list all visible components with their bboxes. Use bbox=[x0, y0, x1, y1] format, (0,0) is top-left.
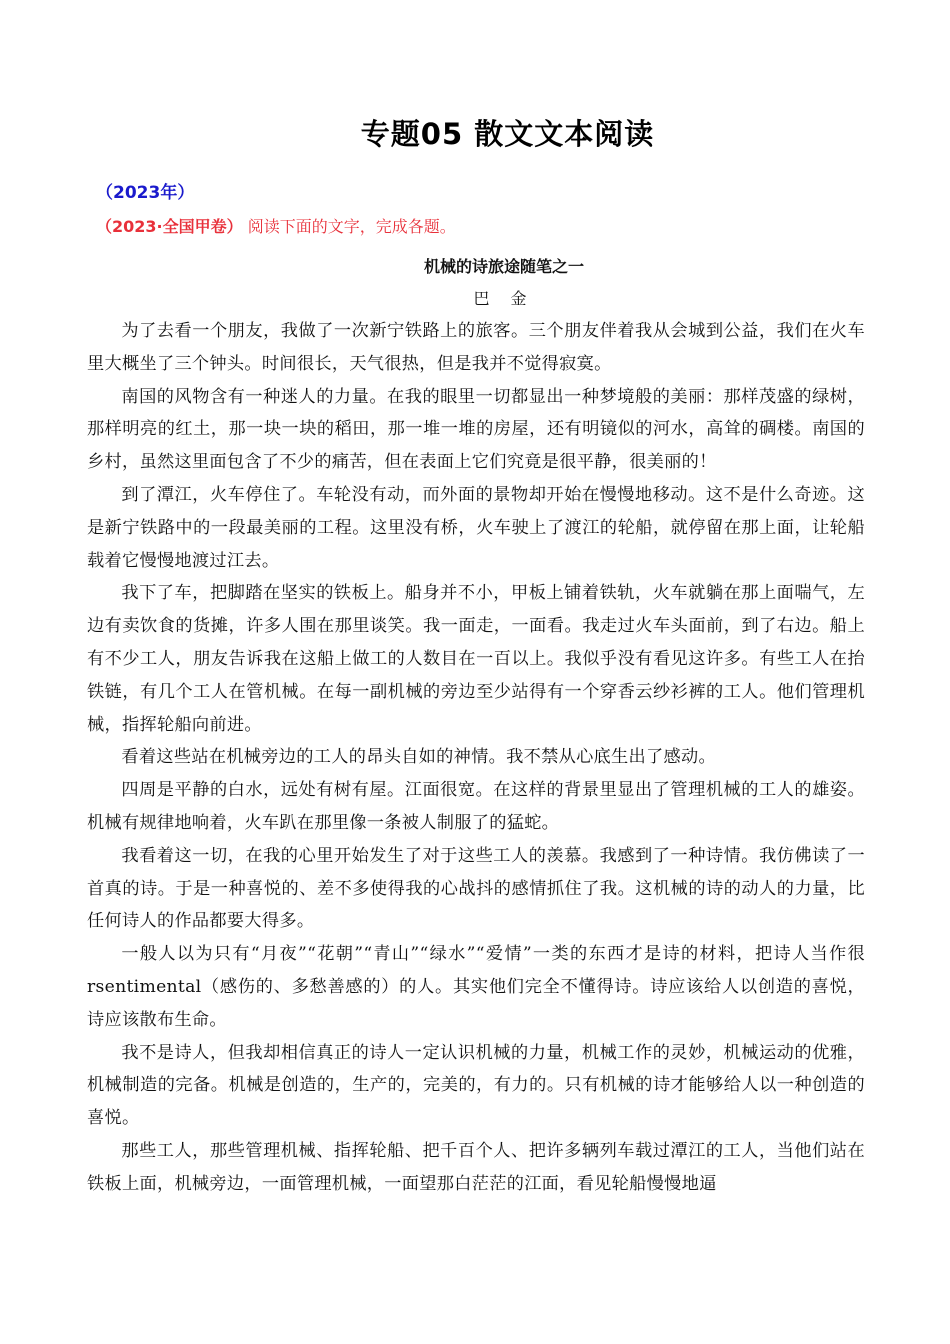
paragraph: 我下了车，把脚踏在坚实的铁板上。船身并不小，甲板上铺着铁轨，火车就躺在那上面喘气，左边有卖饮食的货摊，许多人围在那里谈笑。我一面走，一面看。我走过火车头面前，到了右边。船上有不少工人，朋友告诉我在这船上做工的人数目在一百以上。我似乎没有看见这许多。有些工人在抬铁链，有几个工人在管机械。在每一副机械的旁边至少站得有一个穿香云纱衫裤的工人。他们管理机械，指挥轮船向前进。 bbox=[87, 583, 865, 735]
paragraph: 四周是平静的白水，远处有树有屋。江面很宽。在这样的背景里显出了管理机械的工人的雄姿。机械有规律地响着，火车趴在那里像一条被人制服了的猛蛇。 bbox=[87, 780, 865, 833]
paragraph: 为了去看一个朋友，我做了一次新宁铁路上的旅客。三个朋友伴着我从会城到公益，我们在火车里大概坐了三个钟头。时间很长，天气很热，但是我并不觉得寂寞。 bbox=[87, 321, 865, 374]
essay-body bbox=[87, 315, 865, 1201]
exam-source: （2023·全国甲卷） bbox=[96, 217, 243, 236]
paragraph: 一般人以为只有“月夜”“花朝”“青山”“绿水”“爱情”一类的东西才是诗的材料，把诗人当作很rsentimental（感伤的、多愁善感的）的人。其实他们完全不懂得诗。诗应该给人以创造的喜悦，诗应该散布生命。 bbox=[87, 944, 865, 1030]
paragraph: 南国的风物含有一种迷人的力量。在我的眼里一切都显出一种梦境般的美丽：那样茂盛的绿树，那样明亮的红土，那一块一块的稻田，那一堆一堆的房屋，还有明镜似的河水，高耸的碉楼。南国的乡村，虽然这里面包含了不少的痛苦，但在表面上它们究竟是很平静，很美丽的！ bbox=[87, 386, 865, 473]
paragraph: 我不是诗人，但我却相信真正的诗人一定认识机械的力量，机械工作的灵妙，机械运动的优雅，机械制造的完备。机械是创造的，生产的，完美的，有力的。只有机械的诗才能够给人以一种创造的喜悦。 bbox=[87, 1042, 865, 1129]
year-tag: （2023年） bbox=[96, 183, 195, 203]
paragraph: 到了潭江，火车停住了。车轮没有动，而外面的景物却开始在慢慢地移动。这不是什么奇迹。这是新宁铁路中的一段最美丽的工程。这里没有桥，火车驶上了渡江的轮船，就停留在那上面，让轮船载着它慢慢地渡过江去。 bbox=[87, 484, 865, 571]
paragraph: 看着这些站在机械旁边的工人的昂头自如的神情。我不禁从心底生出了感动。 bbox=[121, 747, 716, 768]
source-line bbox=[96, 214, 456, 237]
paragraph: 我看着这一切，在我的心里开始发生了对于这些工人的羡慕。我感到了一种诗情。我仿佛读了一首真的诗。于是一种喜悦的、差不多使得我的心战抖的感情抓住了我。这机械的诗的动人的力量，比任何诗人的作品都要大得多。 bbox=[87, 845, 865, 932]
document-title: 专题05 散文文本阅读 bbox=[360, 117, 655, 151]
paragraph: 那些工人，那些管理机械、指挥轮船、把千百个人、把许多辆列车载过潭江的工人，当他们站在铁板上面，机械旁边，一面管理机械，一面望那白茫茫的江面，看见轮船慢慢地逼 bbox=[87, 1140, 865, 1194]
reading-instruction: 阅读下面的文字，完成各题。 bbox=[247, 217, 456, 236]
essay-title: 机械的诗旅途随笔之一 bbox=[423, 257, 584, 276]
essay-author: 巴 金 bbox=[473, 289, 535, 308]
